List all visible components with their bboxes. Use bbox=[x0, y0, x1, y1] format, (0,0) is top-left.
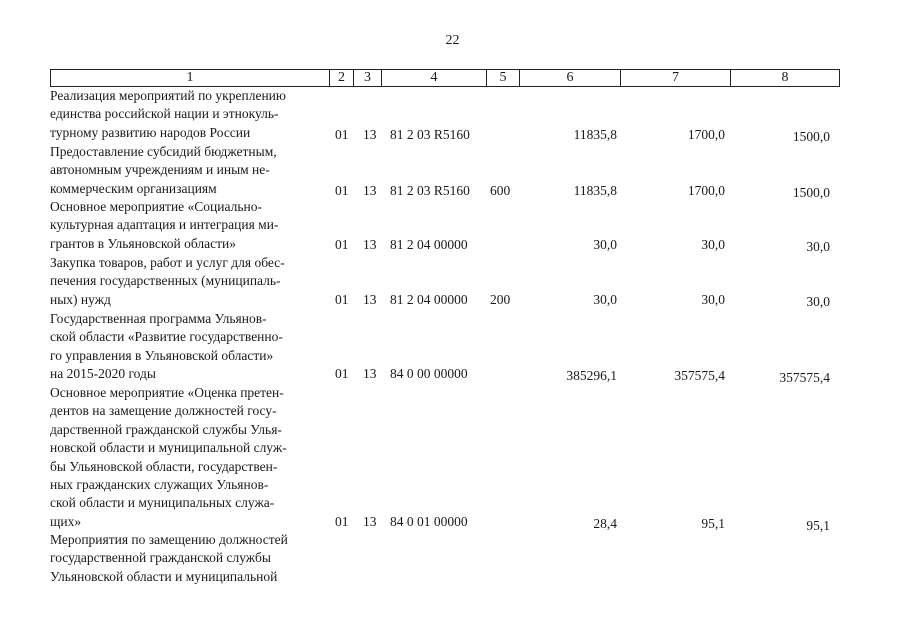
cell-value-col7: 1700,0 bbox=[687, 127, 725, 142]
row-description bbox=[50, 310, 327, 384]
description-line: бы Ульяновской области, государствен- bbox=[50, 458, 278, 474]
description-line: ных гражданских служащих Ульянов- bbox=[50, 477, 269, 493]
cell-target-code: 81 2 03 R5160 bbox=[390, 183, 470, 198]
cell-target-code: 84 0 00 00000 bbox=[390, 366, 468, 381]
row-description bbox=[50, 198, 327, 253]
description-line: на 2015-2020 годы bbox=[50, 366, 156, 382]
cell-value-col6: 11835,8 bbox=[573, 183, 617, 198]
cell-section: 01 bbox=[335, 127, 349, 142]
description-line: новской области и муниципальной служ- bbox=[50, 440, 287, 456]
cell-subsection: 13 bbox=[363, 183, 377, 198]
cell-value-col6: 30,0 bbox=[593, 292, 617, 307]
description-line: Основное мероприятие «Оценка претен- bbox=[50, 385, 284, 400]
header-col-7: 7 bbox=[620, 69, 731, 87]
cell-target-code: 81 2 03 R5160 bbox=[390, 127, 470, 142]
cell-subsection: 13 bbox=[363, 237, 377, 252]
description-line: Закупка товаров, работ и услуг для обес- bbox=[50, 255, 285, 270]
cell-value-col7: 30,0 bbox=[701, 292, 725, 307]
cell-value-col8: 1500,0 bbox=[792, 185, 830, 200]
description-line: автономным учреждениям и иным не- bbox=[50, 162, 270, 178]
description-line: государственной гражданской службы bbox=[50, 550, 271, 566]
cell-value-col8: 357575,4 bbox=[779, 370, 830, 385]
cell-expense-type: 200 bbox=[490, 292, 511, 307]
row-description bbox=[50, 384, 327, 531]
description-line: грантов в Ульяновской области» bbox=[50, 235, 236, 251]
cell-section: 01 bbox=[335, 514, 349, 529]
row-description bbox=[50, 531, 327, 586]
cell-target-code: 81 2 04 00000 bbox=[390, 292, 468, 307]
cell-subsection: 13 bbox=[363, 127, 377, 142]
cell-value-col6: 385296,1 bbox=[566, 368, 617, 383]
description-line: Предоставление субсидий бюджетным, bbox=[50, 144, 277, 159]
header-col-8: 8 bbox=[730, 69, 840, 87]
description-line: ской области «Развитие государственно- bbox=[50, 329, 283, 345]
cell-value-col7: 1700,0 bbox=[687, 183, 725, 198]
cell-target-code: 84 0 01 00000 bbox=[390, 514, 468, 529]
cell-value-col6: 11835,8 bbox=[573, 127, 617, 142]
description-line: дентов на замещение должностей госу- bbox=[50, 403, 277, 419]
cell-target-code: 81 2 04 00000 bbox=[390, 237, 468, 252]
description-line: турному развитию народов России bbox=[50, 124, 251, 140]
cell-value-col6: 28,4 bbox=[593, 516, 617, 531]
description-line: щих» bbox=[50, 513, 82, 529]
header-col-2: 2 bbox=[329, 69, 354, 87]
description-line: Государственная программа Ульянов- bbox=[50, 311, 267, 326]
cell-subsection: 13 bbox=[363, 292, 377, 307]
cell-subsection: 13 bbox=[363, 366, 377, 381]
cell-expense-type: 600 bbox=[490, 183, 511, 198]
cell-value-col8: 95,1 bbox=[806, 518, 830, 533]
description-line: Мероприятия по замещению должностей bbox=[50, 532, 288, 547]
page-number: 22 bbox=[445, 33, 460, 48]
cell-section: 01 bbox=[335, 183, 349, 198]
cell-value-col8: 30,0 bbox=[806, 294, 830, 309]
description-line: го управления в Ульяновской области» bbox=[50, 347, 274, 363]
description-line: печения государственных (муниципаль- bbox=[50, 273, 281, 289]
description-line: дарственной гражданской службы Улья- bbox=[50, 421, 282, 437]
description-line: коммерческим организациям bbox=[50, 180, 217, 196]
description-line: единства российской нации и этнокуль- bbox=[50, 106, 279, 122]
row-description bbox=[50, 254, 327, 309]
cell-value-col7: 357575,4 bbox=[674, 368, 725, 383]
cell-value-col7: 95,1 bbox=[701, 516, 725, 531]
description-line: Основное мероприятие «Социально- bbox=[50, 199, 262, 214]
description-line: Реализация мероприятий по укреплению bbox=[50, 88, 286, 103]
description-line: культурная адаптация и интеграция ми- bbox=[50, 217, 279, 233]
row-description bbox=[50, 87, 327, 142]
cell-value-col7: 30,0 bbox=[701, 237, 725, 252]
header-col-6: 6 bbox=[519, 69, 621, 87]
header-col-1: 1 bbox=[50, 69, 330, 87]
header-col-5: 5 bbox=[486, 69, 520, 87]
cell-section: 01 bbox=[335, 292, 349, 307]
header-col-4: 4 bbox=[381, 69, 487, 87]
cell-section: 01 bbox=[335, 237, 349, 252]
cell-value-col8: 1500,0 bbox=[792, 129, 830, 144]
cell-subsection: 13 bbox=[363, 514, 377, 529]
row-description bbox=[50, 143, 327, 198]
description-line: ных) нужд bbox=[50, 291, 111, 307]
cell-section: 01 bbox=[335, 366, 349, 381]
description-line: ской области и муниципальных служа- bbox=[50, 495, 275, 511]
cell-value-col8: 30,0 bbox=[806, 239, 830, 254]
header-col-3: 3 bbox=[353, 69, 382, 87]
cell-value-col6: 30,0 bbox=[593, 237, 617, 252]
description-line: Ульяновской области и муниципальной bbox=[50, 568, 278, 584]
